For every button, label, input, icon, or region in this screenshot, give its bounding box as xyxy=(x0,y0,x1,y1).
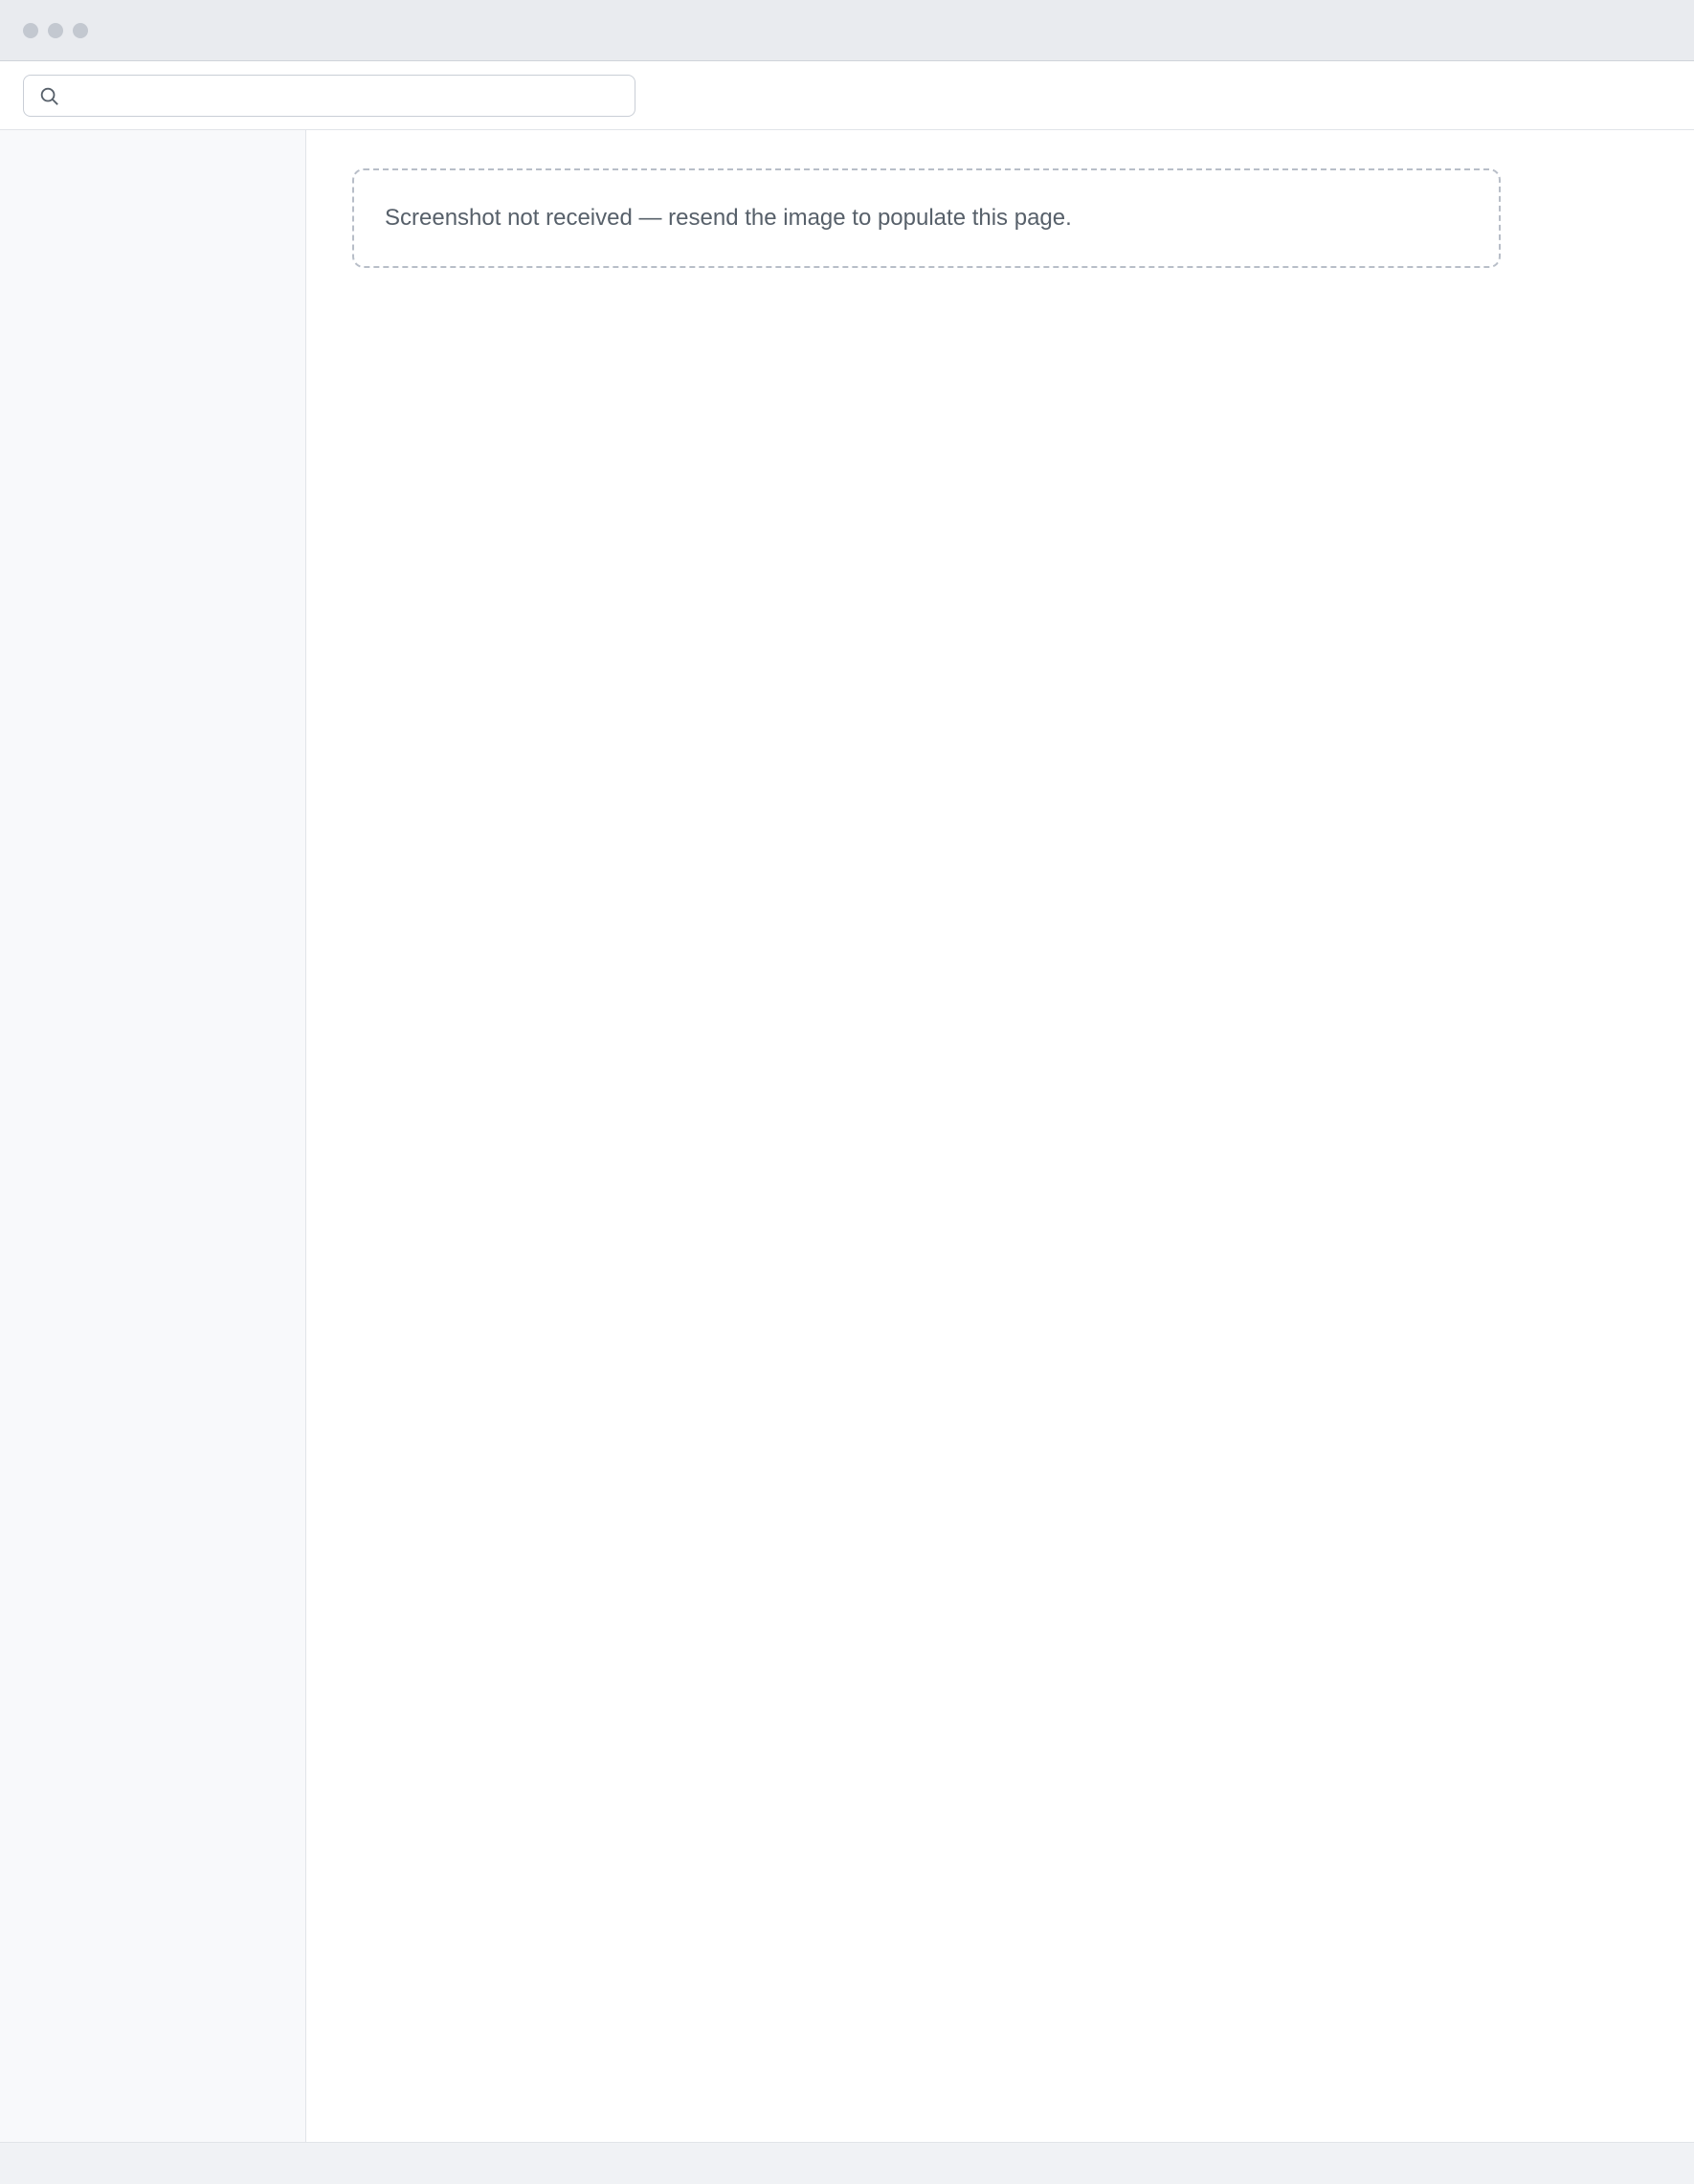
sidebar xyxy=(0,130,306,2142)
maximize-window-button[interactable] xyxy=(73,23,88,38)
minimize-window-button[interactable] xyxy=(48,23,63,38)
body-area xyxy=(0,130,1694,2142)
main-content xyxy=(306,130,1694,2142)
toolbar xyxy=(0,61,1694,130)
title-bar xyxy=(0,0,1694,61)
search-icon xyxy=(37,84,60,107)
close-window-button[interactable] xyxy=(23,23,38,38)
window-controls xyxy=(23,23,88,38)
search-box[interactable] xyxy=(23,75,635,117)
search-input[interactable] xyxy=(70,84,621,106)
status-bar xyxy=(0,2142,1694,2184)
missing-image-notice: Screenshot not received — resend the image to populate this page. xyxy=(352,168,1501,268)
